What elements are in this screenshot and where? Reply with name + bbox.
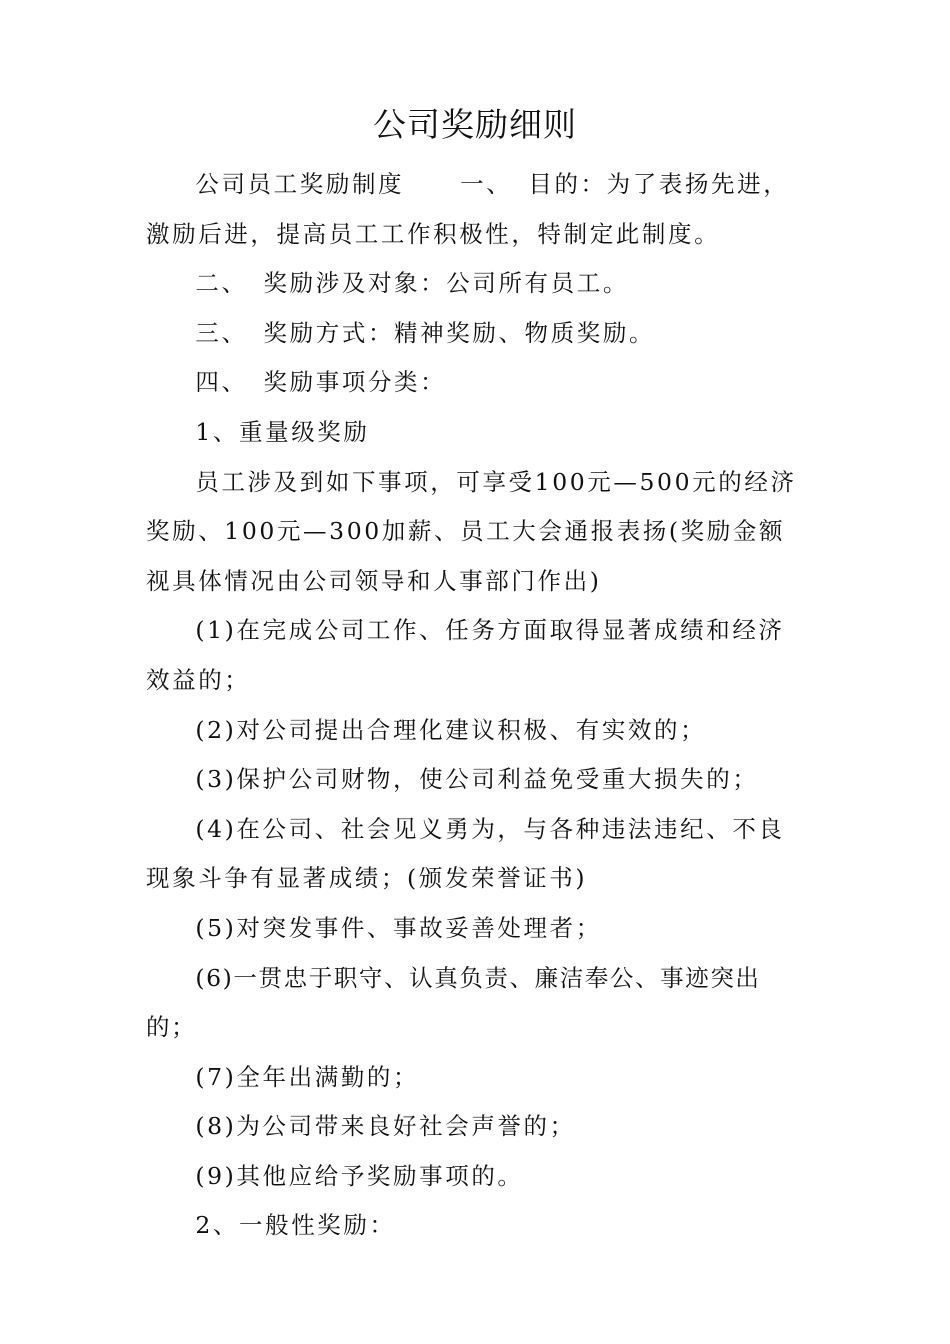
section-4-text: 奖励事项分类： <box>263 368 447 397</box>
section-4-number: 四、 <box>195 368 248 397</box>
section-2-number: 二、 <box>195 269 248 298</box>
category-1-heading: 1、重量级奖励 <box>195 417 370 446</box>
intro-paragraph <box>146 160 810 259</box>
list-item: (3)保护公司财物，使公司利益免受重大损失的； <box>195 765 759 794</box>
list-item: (1)在完成公司工作、任务方面取得显著成绩和经济效益的； <box>146 616 785 694</box>
category-2-heading: 2、一般性奖励： <box>195 1211 396 1240</box>
list-item: (2)对公司提出合理化建议积极、有实效的； <box>195 715 707 744</box>
section-4-paragraph <box>146 358 810 408</box>
section-2-text: 奖励涉及对象：公司所有员工。 <box>263 269 629 298</box>
document-title: 公司奖励细则 <box>373 105 577 144</box>
section-1-number: 一、 <box>460 170 513 198</box>
category-1-description: 员工涉及到如下事项，可享受100元—500元的经济奖励、100元—300加薪、员工大会通报表扬(奖励金额视具体情况由公司领导和人事部门作出) <box>146 467 797 595</box>
intro-heading: 公司员工奖励制度 <box>195 170 405 198</box>
document-body <box>146 160 810 1251</box>
section-3-text: 奖励方式：精神奖励、物质奖励。 <box>263 318 656 347</box>
list-item: (7)全年出满勤的； <box>195 1062 420 1091</box>
list-item: (6)一贯忠于职守、认真负责、廉洁奉公、事迹突出的； <box>146 963 761 1042</box>
section-1-text: 目的：为了表扬先进，激励后进，提高员工工作积极性，特制定此制度。 <box>146 170 790 248</box>
list-item: (8)为公司带来良好社会声誉的； <box>195 1112 576 1141</box>
list-item: (4)在公司、社会见义勇为，与各种违法违纪、不良现象斗争有显著成绩；(颁发荣誉证书) <box>146 814 785 893</box>
section-3-number: 三、 <box>195 318 248 347</box>
section-3-paragraph <box>146 309 810 359</box>
section-2-paragraph <box>146 259 810 309</box>
list-item: (5)对突发事件、事故妥善处理者； <box>195 913 602 942</box>
list-item: (9)其他应给予奖励事项的。 <box>195 1161 524 1190</box>
